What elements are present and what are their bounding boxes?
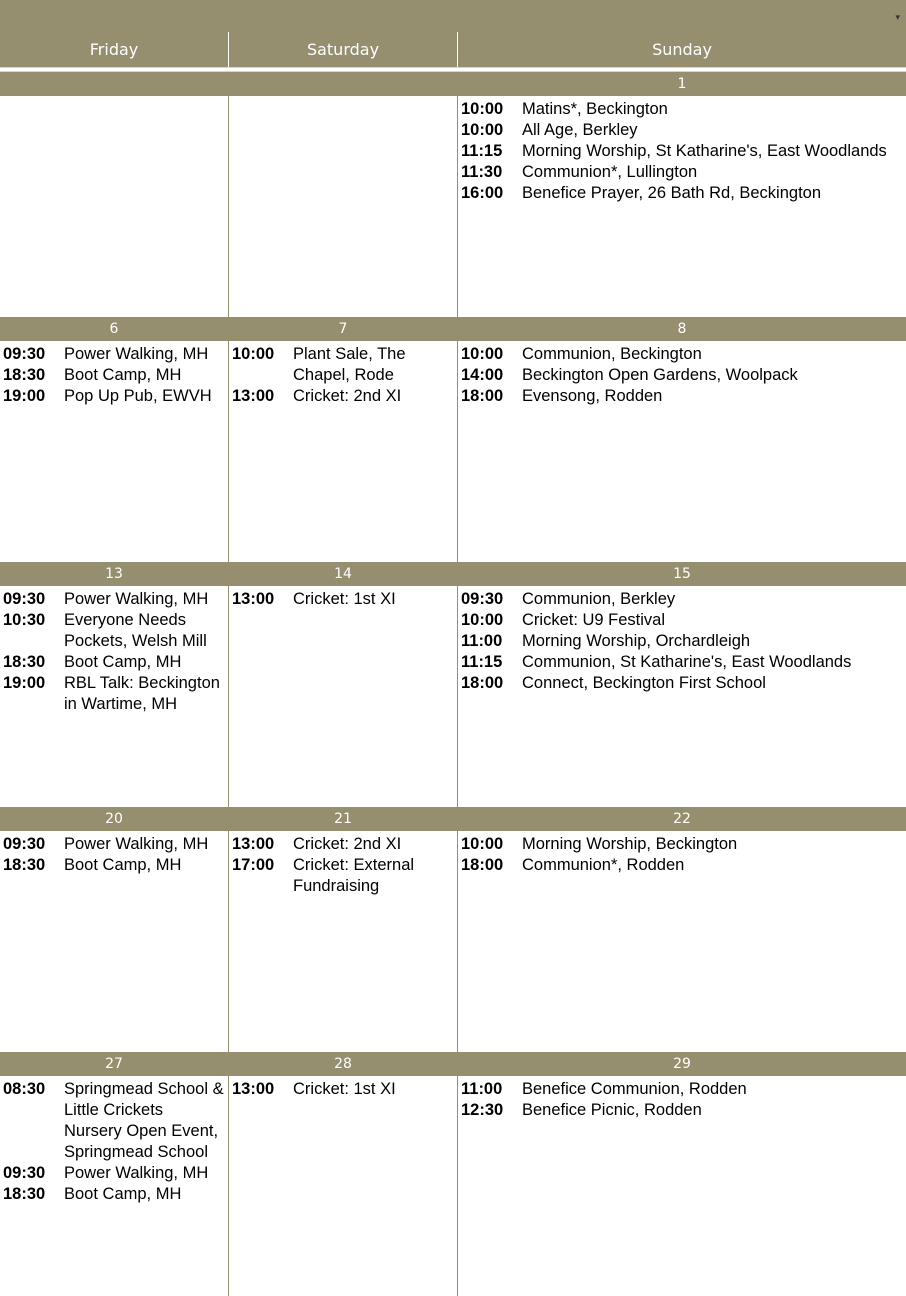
event-list: [229, 1076, 457, 1100]
event-title: Plant Sale, The Chapel, Rode: [293, 345, 406, 384]
day-number: 8: [458, 317, 906, 341]
day-cell-saturday[interactable]: [228, 317, 457, 562]
event-item[interactable]: [461, 120, 906, 141]
event-time: 10:00: [232, 345, 275, 363]
day-number: 1: [458, 72, 906, 96]
event-title: RBL Talk: Beckington in Wartime, MH: [64, 674, 220, 713]
weekday-header-friday: Friday: [89, 40, 139, 59]
event-time: 18:30: [3, 856, 46, 874]
event-list: [0, 341, 228, 407]
dropdown-caret-icon[interactable]: ▾: [895, 12, 900, 22]
event-time: 17:00: [232, 856, 275, 874]
day-cell-sunday[interactable]: [457, 1052, 906, 1296]
day-cell-friday[interactable]: [0, 317, 228, 562]
event-title: Benefice Picnic, Rodden: [522, 1101, 702, 1119]
week-row: [0, 807, 906, 1052]
event-title: Morning Worship, St Katharine's, East Woodlands: [522, 142, 887, 160]
day-number: 22: [458, 807, 906, 831]
event-time: 09:30: [3, 590, 46, 608]
event-item[interactable]: [3, 589, 228, 610]
event-item[interactable]: [232, 1079, 457, 1100]
day-number: 13: [0, 562, 228, 586]
event-item[interactable]: [232, 855, 457, 897]
day-cell-sunday[interactable]: [457, 807, 906, 1052]
day-number: 14: [229, 562, 457, 586]
event-title: Cricket: 1st XI: [293, 1080, 396, 1098]
event-title: Cricket: U9 Festival: [522, 611, 666, 629]
week-row: [0, 1052, 906, 1296]
event-title: Benefice Communion, Rodden: [522, 1080, 747, 1098]
event-title: Morning Worship, Beckington: [522, 835, 738, 853]
day-cell-sunday[interactable]: [457, 72, 906, 317]
event-item[interactable]: [232, 344, 457, 386]
day-number: 20: [0, 807, 228, 831]
event-time: 11:00: [461, 632, 503, 650]
day-number: 21: [229, 807, 457, 831]
weekday-header-row: [0, 32, 906, 67]
event-title: Cricket: 1st XI: [293, 590, 396, 608]
event-time: 10:00: [461, 835, 504, 853]
event-title: Boot Camp, MH: [64, 856, 182, 874]
event-title: Boot Camp, MH: [64, 1185, 182, 1203]
event-title: Everyone Needs Pockets, Welsh Mill: [64, 611, 207, 650]
event-item[interactable]: [461, 855, 906, 876]
event-time: 09:30: [3, 345, 46, 363]
week-row: [0, 72, 906, 317]
event-time: 11:15: [461, 653, 503, 671]
calendar-grid: [0, 72, 906, 1296]
event-item[interactable]: [3, 365, 228, 386]
event-time: 09:30: [3, 835, 46, 853]
event-time: 18:00: [461, 856, 504, 874]
event-title: Power Walking, MH: [64, 345, 209, 363]
calendar-toolbar: [0, 0, 906, 32]
event-list: [458, 831, 906, 876]
event-item[interactable]: [461, 99, 906, 120]
event-title: Cricket: 2nd XI: [293, 835, 402, 853]
event-title: Morning Worship, Orchardleigh: [522, 632, 751, 650]
event-title: Communion, Berkley: [522, 590, 676, 608]
event-title: Communion, St Katharine's, East Woodlands: [522, 653, 852, 671]
event-time: 13:00: [232, 1080, 275, 1098]
day-cell-saturday[interactable]: [228, 1052, 457, 1296]
event-item[interactable]: [3, 1079, 228, 1163]
event-title: Power Walking, MH: [64, 1164, 209, 1182]
event-item[interactable]: [3, 834, 228, 855]
event-time: 18:30: [3, 1185, 46, 1203]
event-time: 10:00: [461, 345, 504, 363]
event-title: Communion*, Rodden: [522, 856, 685, 874]
day-cell-friday[interactable]: [0, 807, 228, 1052]
event-item[interactable]: [3, 344, 228, 365]
event-item[interactable]: [3, 855, 228, 876]
event-time: 19:00: [3, 674, 46, 692]
event-list: [0, 586, 228, 715]
event-title: Cricket: 2nd XI: [293, 387, 402, 405]
day-cell-saturday[interactable]: [228, 807, 457, 1052]
event-item[interactable]: [461, 673, 906, 694]
event-time: 08:30: [3, 1080, 46, 1098]
event-time: 13:00: [232, 387, 275, 405]
event-item[interactable]: [461, 1100, 906, 1121]
event-item[interactable]: [461, 386, 906, 407]
day-number: 6: [0, 317, 228, 341]
event-time: 18:30: [3, 653, 46, 671]
event-title: Cricket: External Fundraising: [293, 856, 415, 895]
event-title: Communion, Beckington: [522, 345, 702, 363]
event-list: [229, 96, 457, 99]
event-item[interactable]: [3, 673, 228, 715]
event-list: [458, 341, 906, 407]
event-item[interactable]: [461, 183, 906, 204]
event-title: Evensong, Rodden: [522, 387, 663, 405]
day-cell-friday[interactable]: [0, 72, 228, 317]
event-list: [458, 96, 906, 204]
event-time: 13:00: [232, 835, 275, 853]
event-title: Pop Up Pub, EWVH: [64, 387, 212, 405]
event-time: 16:00: [461, 184, 504, 202]
event-title: Connect, Beckington First School: [522, 674, 766, 692]
event-list: [229, 586, 457, 610]
event-item[interactable]: [461, 1079, 906, 1100]
day-number: 7: [229, 317, 457, 341]
event-item[interactable]: [461, 610, 906, 631]
event-item[interactable]: [461, 589, 906, 610]
day-number: [0, 72, 228, 96]
event-list: [458, 586, 906, 694]
event-time: 10:30: [3, 611, 46, 629]
event-time: 18:30: [3, 366, 46, 384]
event-item[interactable]: [3, 386, 228, 407]
event-time: 09:30: [3, 1164, 46, 1182]
event-item[interactable]: [3, 610, 228, 652]
event-time: 19:00: [3, 387, 46, 405]
event-title: Communion*, Lullington: [522, 163, 698, 181]
event-title: Beckington Open Gardens, Woolpack: [522, 366, 798, 384]
event-item[interactable]: [461, 631, 906, 652]
event-time: 13:00: [232, 590, 275, 608]
event-time: 11:15: [461, 142, 503, 160]
day-number: 15: [458, 562, 906, 586]
event-title: Power Walking, MH: [64, 835, 209, 853]
event-item[interactable]: [3, 652, 228, 673]
day-number: [229, 72, 457, 96]
week-row: [0, 317, 906, 562]
event-time: 10:00: [461, 121, 504, 139]
day-cell-sunday[interactable]: [457, 562, 906, 807]
day-cell-friday[interactable]: [0, 562, 228, 807]
event-time: 10:00: [461, 100, 504, 118]
event-title: Springmead School & Little Crickets Nursery Open Event, Springmead School: [64, 1080, 224, 1161]
event-title: Boot Camp, MH: [64, 366, 182, 384]
event-time: 09:30: [461, 590, 504, 608]
event-time: 14:00: [461, 366, 504, 384]
event-list: [229, 341, 457, 407]
event-list: [229, 831, 457, 897]
event-title: Boot Camp, MH: [64, 653, 182, 671]
day-number: 27: [0, 1052, 228, 1076]
event-time: 12:30: [461, 1101, 504, 1119]
event-item[interactable]: [461, 834, 906, 855]
event-item[interactable]: [461, 141, 906, 162]
event-item[interactable]: [232, 589, 457, 610]
event-time: 11:30: [461, 163, 503, 181]
event-list: [0, 96, 228, 99]
event-title: All Age, Berkley: [522, 121, 638, 139]
event-time: 11:00: [461, 1080, 503, 1098]
weekday-header-saturday: Saturday: [228, 32, 457, 67]
event-time: 18:00: [461, 674, 504, 692]
week-row: [0, 562, 906, 807]
event-title: Matins*, Beckington: [522, 100, 668, 118]
event-item[interactable]: [461, 344, 906, 365]
weekday-header-sunday: Sunday: [457, 32, 906, 67]
day-cell-saturday[interactable]: [228, 562, 457, 807]
event-list: [0, 1076, 228, 1205]
event-item[interactable]: [461, 162, 906, 183]
day-number: 29: [458, 1052, 906, 1076]
event-time: 18:00: [461, 387, 504, 405]
day-cell-friday[interactable]: [0, 1052, 228, 1296]
event-item[interactable]: [3, 1163, 228, 1184]
event-list: [458, 1076, 906, 1121]
event-item[interactable]: [3, 1184, 228, 1205]
event-item[interactable]: [461, 365, 906, 386]
day-cell-sunday[interactable]: [457, 317, 906, 562]
event-item[interactable]: [461, 652, 906, 673]
event-time: 10:00: [461, 611, 504, 629]
event-title: Power Walking, MH: [64, 590, 209, 608]
event-item[interactable]: [232, 834, 457, 855]
event-title: Benefice Prayer, 26 Bath Rd, Beckington: [522, 184, 822, 202]
event-item[interactable]: [232, 386, 457, 407]
day-cell-saturday[interactable]: [228, 72, 457, 317]
day-number: 28: [229, 1052, 457, 1076]
event-list: [0, 831, 228, 876]
